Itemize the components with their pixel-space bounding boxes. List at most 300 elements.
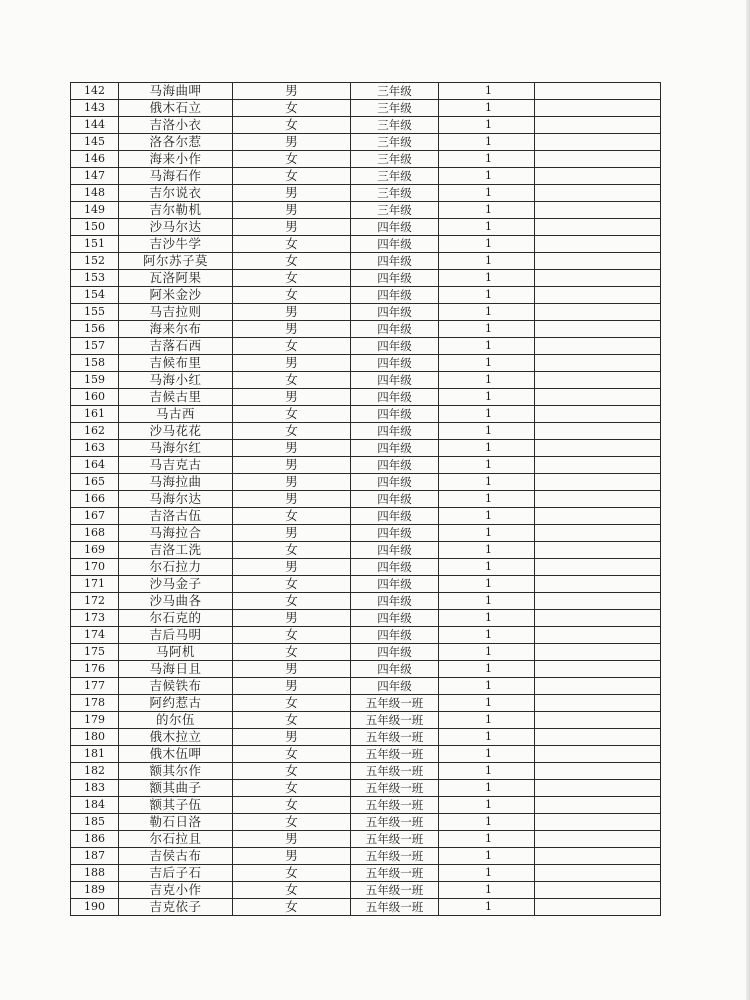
count-cell: 1 xyxy=(439,389,535,406)
table-row xyxy=(71,644,661,661)
note-cell xyxy=(535,236,661,253)
table-row xyxy=(71,627,661,644)
note-cell xyxy=(535,899,661,916)
table-row xyxy=(71,355,661,372)
student-name-cell: 瓦洛阿果 xyxy=(119,270,233,287)
row-number-cell: 150 xyxy=(71,219,119,236)
gender-cell: 女 xyxy=(233,644,351,661)
student-name-cell: 吉洛古伍 xyxy=(119,508,233,525)
gender-cell: 男 xyxy=(233,355,351,372)
count-cell: 1 xyxy=(439,253,535,270)
count-cell: 1 xyxy=(439,865,535,882)
grade-cell: 四年级 xyxy=(351,253,439,270)
row-number-cell: 158 xyxy=(71,355,119,372)
student-name-cell: 吉洛工洗 xyxy=(119,542,233,559)
grade-cell: 四年级 xyxy=(351,338,439,355)
student-name-cell: 吉侯古布 xyxy=(119,848,233,865)
count-cell: 1 xyxy=(439,559,535,576)
count-cell: 1 xyxy=(439,729,535,746)
row-number-cell: 185 xyxy=(71,814,119,831)
note-cell xyxy=(535,168,661,185)
note-cell xyxy=(535,559,661,576)
count-cell: 1 xyxy=(439,542,535,559)
count-cell: 1 xyxy=(439,848,535,865)
count-cell: 1 xyxy=(439,525,535,542)
gender-cell: 男 xyxy=(233,321,351,338)
note-cell xyxy=(535,287,661,304)
grade-cell: 五年级一班 xyxy=(351,848,439,865)
table-row xyxy=(71,695,661,712)
table-row xyxy=(71,831,661,848)
count-cell: 1 xyxy=(439,338,535,355)
table-row xyxy=(71,100,661,117)
count-cell: 1 xyxy=(439,270,535,287)
table-row xyxy=(71,457,661,474)
grade-cell: 四年级 xyxy=(351,474,439,491)
student-name-cell: 马海曲呷 xyxy=(119,83,233,100)
note-cell xyxy=(535,389,661,406)
gender-cell: 女 xyxy=(233,151,351,168)
table-row xyxy=(71,372,661,389)
row-number-cell: 155 xyxy=(71,304,119,321)
count-cell: 1 xyxy=(439,814,535,831)
table-row xyxy=(71,219,661,236)
gender-cell: 女 xyxy=(233,695,351,712)
student-name-cell: 海来尔布 xyxy=(119,321,233,338)
grade-cell: 四年级 xyxy=(351,440,439,457)
gender-cell: 女 xyxy=(233,780,351,797)
grade-cell: 三年级 xyxy=(351,185,439,202)
grade-cell: 四年级 xyxy=(351,389,439,406)
student-name-cell: 沙马曲各 xyxy=(119,593,233,610)
count-cell: 1 xyxy=(439,678,535,695)
grade-cell: 三年级 xyxy=(351,151,439,168)
row-number-cell: 164 xyxy=(71,457,119,474)
gender-cell: 女 xyxy=(233,253,351,270)
note-cell xyxy=(535,83,661,100)
student-name-cell: 吉尔说衣 xyxy=(119,185,233,202)
student-name-cell: 吉沙牛学 xyxy=(119,236,233,253)
student-name-cell: 尔石拉力 xyxy=(119,559,233,576)
row-number-cell: 154 xyxy=(71,287,119,304)
note-cell xyxy=(535,185,661,202)
student-name-cell: 尔石拉且 xyxy=(119,831,233,848)
grade-cell: 四年级 xyxy=(351,287,439,304)
grade-cell: 四年级 xyxy=(351,457,439,474)
student-name-cell: 马吉拉则 xyxy=(119,304,233,321)
row-number-cell: 169 xyxy=(71,542,119,559)
row-number-cell: 145 xyxy=(71,134,119,151)
count-cell: 1 xyxy=(439,457,535,474)
row-number-cell: 156 xyxy=(71,321,119,338)
count-cell: 1 xyxy=(439,219,535,236)
table-row xyxy=(71,576,661,593)
student-name-cell: 俄木拉立 xyxy=(119,729,233,746)
gender-cell: 女 xyxy=(233,814,351,831)
count-cell: 1 xyxy=(439,797,535,814)
gender-cell: 男 xyxy=(233,440,351,457)
count-cell: 1 xyxy=(439,100,535,117)
grade-cell: 四年级 xyxy=(351,236,439,253)
student-name-cell: 马古西 xyxy=(119,406,233,423)
student-roster-table xyxy=(70,82,661,916)
grade-cell: 五年级一班 xyxy=(351,899,439,916)
student-name-cell: 马阿机 xyxy=(119,644,233,661)
note-cell xyxy=(535,372,661,389)
count-cell: 1 xyxy=(439,236,535,253)
note-cell xyxy=(535,134,661,151)
student-name-cell: 马海尔达 xyxy=(119,491,233,508)
gender-cell: 男 xyxy=(233,457,351,474)
row-number-cell: 180 xyxy=(71,729,119,746)
gender-cell: 男 xyxy=(233,389,351,406)
row-number-cell: 188 xyxy=(71,865,119,882)
table-row xyxy=(71,814,661,831)
table-row xyxy=(71,270,661,287)
table-row xyxy=(71,712,661,729)
row-number-cell: 162 xyxy=(71,423,119,440)
row-number-cell: 148 xyxy=(71,185,119,202)
gender-cell: 男 xyxy=(233,729,351,746)
row-number-cell: 144 xyxy=(71,117,119,134)
count-cell: 1 xyxy=(439,423,535,440)
count-cell: 1 xyxy=(439,304,535,321)
table-row xyxy=(71,763,661,780)
row-number-cell: 167 xyxy=(71,508,119,525)
table-row xyxy=(71,440,661,457)
table-row xyxy=(71,338,661,355)
grade-cell: 四年级 xyxy=(351,542,439,559)
gender-cell: 女 xyxy=(233,338,351,355)
row-number-cell: 173 xyxy=(71,610,119,627)
count-cell: 1 xyxy=(439,185,535,202)
grade-cell: 四年级 xyxy=(351,321,439,338)
note-cell xyxy=(535,457,661,474)
note-cell xyxy=(535,151,661,168)
count-cell: 1 xyxy=(439,610,535,627)
table-row xyxy=(71,593,661,610)
table-row xyxy=(71,406,661,423)
grade-cell: 五年级一班 xyxy=(351,746,439,763)
row-number-cell: 172 xyxy=(71,593,119,610)
table-row xyxy=(71,304,661,321)
table-row xyxy=(71,729,661,746)
gender-cell: 男 xyxy=(233,83,351,100)
note-cell xyxy=(535,882,661,899)
count-cell: 1 xyxy=(439,287,535,304)
student-name-cell: 额其子伍 xyxy=(119,797,233,814)
row-number-cell: 178 xyxy=(71,695,119,712)
note-cell xyxy=(535,780,661,797)
student-name-cell: 勒石日洛 xyxy=(119,814,233,831)
table-row xyxy=(71,797,661,814)
table-row xyxy=(71,678,661,695)
count-cell: 1 xyxy=(439,491,535,508)
count-cell: 1 xyxy=(439,355,535,372)
gender-cell: 男 xyxy=(233,525,351,542)
count-cell: 1 xyxy=(439,899,535,916)
note-cell xyxy=(535,219,661,236)
note-cell xyxy=(535,678,661,695)
note-cell xyxy=(535,865,661,882)
note-cell xyxy=(535,304,661,321)
note-cell xyxy=(535,321,661,338)
grade-cell: 四年级 xyxy=(351,508,439,525)
note-cell xyxy=(535,644,661,661)
row-number-cell: 174 xyxy=(71,627,119,644)
table-row xyxy=(71,423,661,440)
note-cell xyxy=(535,763,661,780)
gender-cell: 男 xyxy=(233,678,351,695)
grade-cell: 三年级 xyxy=(351,202,439,219)
count-cell: 1 xyxy=(439,763,535,780)
row-number-cell: 157 xyxy=(71,338,119,355)
row-number-cell: 166 xyxy=(71,491,119,508)
count-cell: 1 xyxy=(439,695,535,712)
grade-cell: 五年级一班 xyxy=(351,797,439,814)
student-name-cell: 吉后马明 xyxy=(119,627,233,644)
count-cell: 1 xyxy=(439,168,535,185)
count-cell: 1 xyxy=(439,576,535,593)
student-name-cell: 吉候布里 xyxy=(119,355,233,372)
table-row xyxy=(71,134,661,151)
note-cell xyxy=(535,848,661,865)
gender-cell: 男 xyxy=(233,661,351,678)
row-number-cell: 184 xyxy=(71,797,119,814)
table-row xyxy=(71,542,661,559)
gender-cell: 女 xyxy=(233,576,351,593)
table-row xyxy=(71,168,661,185)
grade-cell: 三年级 xyxy=(351,100,439,117)
note-cell xyxy=(535,593,661,610)
row-number-cell: 182 xyxy=(71,763,119,780)
grade-cell: 四年级 xyxy=(351,627,439,644)
row-number-cell: 160 xyxy=(71,389,119,406)
note-cell xyxy=(535,695,661,712)
grade-cell: 四年级 xyxy=(351,372,439,389)
row-number-cell: 179 xyxy=(71,712,119,729)
table-row xyxy=(71,661,661,678)
row-number-cell: 163 xyxy=(71,440,119,457)
count-cell: 1 xyxy=(439,372,535,389)
student-name-cell: 吉后子石 xyxy=(119,865,233,882)
gender-cell: 男 xyxy=(233,559,351,576)
grade-cell: 四年级 xyxy=(351,270,439,287)
table-row xyxy=(71,202,661,219)
gender-cell: 男 xyxy=(233,185,351,202)
note-cell xyxy=(535,423,661,440)
row-number-cell: 168 xyxy=(71,525,119,542)
count-cell: 1 xyxy=(439,117,535,134)
student-name-cell: 吉克依子 xyxy=(119,899,233,916)
gender-cell: 女 xyxy=(233,797,351,814)
row-number-cell: 149 xyxy=(71,202,119,219)
count-cell: 1 xyxy=(439,593,535,610)
count-cell: 1 xyxy=(439,661,535,678)
student-name-cell: 额其尔作 xyxy=(119,763,233,780)
gender-cell: 女 xyxy=(233,865,351,882)
student-name-cell: 俄木石立 xyxy=(119,100,233,117)
table-row xyxy=(71,83,661,100)
grade-cell: 五年级一班 xyxy=(351,712,439,729)
count-cell: 1 xyxy=(439,151,535,168)
grade-cell: 五年级一班 xyxy=(351,780,439,797)
gender-cell: 男 xyxy=(233,848,351,865)
student-name-cell: 马吉克古 xyxy=(119,457,233,474)
gender-cell: 女 xyxy=(233,270,351,287)
note-cell xyxy=(535,576,661,593)
table-row xyxy=(71,491,661,508)
student-name-cell: 额其曲子 xyxy=(119,780,233,797)
table-row xyxy=(71,746,661,763)
student-name-cell: 阿约惹古 xyxy=(119,695,233,712)
gender-cell: 女 xyxy=(233,372,351,389)
student-name-cell: 马海小红 xyxy=(119,372,233,389)
note-cell xyxy=(535,712,661,729)
note-cell xyxy=(535,491,661,508)
count-cell: 1 xyxy=(439,134,535,151)
student-name-cell: 沙马花花 xyxy=(119,423,233,440)
row-number-cell: 189 xyxy=(71,882,119,899)
table-row xyxy=(71,117,661,134)
gender-cell: 女 xyxy=(233,100,351,117)
grade-cell: 四年级 xyxy=(351,678,439,695)
row-number-cell: 170 xyxy=(71,559,119,576)
student-name-cell: 马海尔红 xyxy=(119,440,233,457)
count-cell: 1 xyxy=(439,474,535,491)
gender-cell: 女 xyxy=(233,593,351,610)
page-edge xyxy=(746,0,750,1000)
gender-cell: 女 xyxy=(233,712,351,729)
grade-cell: 五年级一班 xyxy=(351,865,439,882)
table-row xyxy=(71,848,661,865)
row-number-cell: 190 xyxy=(71,899,119,916)
note-cell xyxy=(535,474,661,491)
note-cell xyxy=(535,627,661,644)
grade-cell: 四年级 xyxy=(351,576,439,593)
table-row xyxy=(71,610,661,627)
gender-cell: 女 xyxy=(233,423,351,440)
grade-cell: 四年级 xyxy=(351,644,439,661)
row-number-cell: 181 xyxy=(71,746,119,763)
row-number-cell: 142 xyxy=(71,83,119,100)
grade-cell: 五年级一班 xyxy=(351,729,439,746)
grade-cell: 五年级一班 xyxy=(351,814,439,831)
count-cell: 1 xyxy=(439,712,535,729)
grade-cell: 三年级 xyxy=(351,134,439,151)
grade-cell: 五年级一班 xyxy=(351,831,439,848)
grade-cell: 四年级 xyxy=(351,661,439,678)
row-number-cell: 176 xyxy=(71,661,119,678)
table-row xyxy=(71,865,661,882)
grade-cell: 三年级 xyxy=(351,117,439,134)
student-name-cell: 阿尔苏子莫 xyxy=(119,253,233,270)
table-row xyxy=(71,899,661,916)
table-row xyxy=(71,525,661,542)
table-row xyxy=(71,474,661,491)
grade-cell: 四年级 xyxy=(351,525,439,542)
table-row xyxy=(71,508,661,525)
row-number-cell: 186 xyxy=(71,831,119,848)
grade-cell: 四年级 xyxy=(351,491,439,508)
note-cell xyxy=(535,797,661,814)
table-row xyxy=(71,253,661,270)
note-cell xyxy=(535,202,661,219)
gender-cell: 男 xyxy=(233,491,351,508)
student-name-cell: 马海石作 xyxy=(119,168,233,185)
count-cell: 1 xyxy=(439,406,535,423)
table-row xyxy=(71,559,661,576)
grade-cell: 四年级 xyxy=(351,610,439,627)
note-cell xyxy=(535,814,661,831)
table-row xyxy=(71,151,661,168)
table-row xyxy=(71,185,661,202)
gender-cell: 女 xyxy=(233,168,351,185)
grade-cell: 三年级 xyxy=(351,83,439,100)
gender-cell: 男 xyxy=(233,219,351,236)
gender-cell: 女 xyxy=(233,236,351,253)
note-cell xyxy=(535,508,661,525)
note-cell xyxy=(535,729,661,746)
row-number-cell: 165 xyxy=(71,474,119,491)
note-cell xyxy=(535,661,661,678)
gender-cell: 女 xyxy=(233,508,351,525)
note-cell xyxy=(535,253,661,270)
note-cell xyxy=(535,270,661,287)
count-cell: 1 xyxy=(439,440,535,457)
count-cell: 1 xyxy=(439,508,535,525)
count-cell: 1 xyxy=(439,321,535,338)
note-cell xyxy=(535,440,661,457)
student-name-cell: 吉尔勒机 xyxy=(119,202,233,219)
gender-cell: 女 xyxy=(233,287,351,304)
row-number-cell: 143 xyxy=(71,100,119,117)
row-number-cell: 153 xyxy=(71,270,119,287)
note-cell xyxy=(535,831,661,848)
note-cell xyxy=(535,117,661,134)
note-cell xyxy=(535,355,661,372)
table-row xyxy=(71,389,661,406)
student-name-cell: 俄木伍呷 xyxy=(119,746,233,763)
gender-cell: 女 xyxy=(233,542,351,559)
count-cell: 1 xyxy=(439,627,535,644)
roster-body xyxy=(71,83,661,916)
student-name-cell: 马海拉合 xyxy=(119,525,233,542)
student-name-cell: 马海日且 xyxy=(119,661,233,678)
student-name-cell: 吉候铁布 xyxy=(119,678,233,695)
student-name-cell: 吉候古里 xyxy=(119,389,233,406)
student-name-cell: 沙马金子 xyxy=(119,576,233,593)
gender-cell: 男 xyxy=(233,304,351,321)
row-number-cell: 152 xyxy=(71,253,119,270)
count-cell: 1 xyxy=(439,780,535,797)
gender-cell: 女 xyxy=(233,899,351,916)
row-number-cell: 159 xyxy=(71,372,119,389)
row-number-cell: 171 xyxy=(71,576,119,593)
row-number-cell: 187 xyxy=(71,848,119,865)
table-row xyxy=(71,287,661,304)
row-number-cell: 175 xyxy=(71,644,119,661)
gender-cell: 男 xyxy=(233,474,351,491)
gender-cell: 男 xyxy=(233,831,351,848)
count-cell: 1 xyxy=(439,831,535,848)
table-row xyxy=(71,236,661,253)
gender-cell: 女 xyxy=(233,406,351,423)
grade-cell: 四年级 xyxy=(351,559,439,576)
row-number-cell: 161 xyxy=(71,406,119,423)
grade-cell: 四年级 xyxy=(351,304,439,321)
student-name-cell: 马海拉曲 xyxy=(119,474,233,491)
